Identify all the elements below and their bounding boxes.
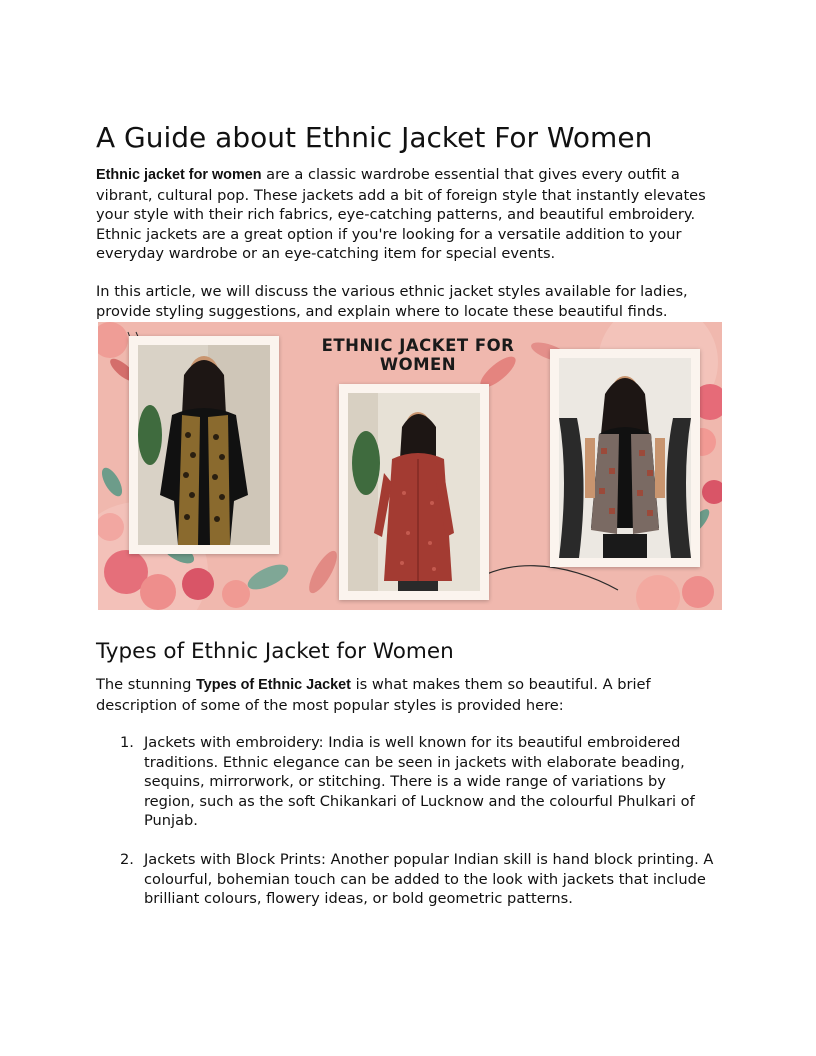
banner-title: ETHNIC JACKET FOR WOMEN xyxy=(321,336,515,374)
article-line-2: provide styling suggestions, and explain where to locate these beautiful finds. xyxy=(96,302,668,320)
intro-paragraph xyxy=(96,165,726,264)
intro-line-2: vibrant, cultural pop. These jackets add a bit of foreign style that instantly elevates xyxy=(96,186,706,204)
types-intro-line-1 xyxy=(96,675,726,696)
list-item-line: sequins, mirrorwork, or stitching. There is a wide range of variations by xyxy=(144,773,666,790)
model-in-grey-printed-waistcoat-illustration xyxy=(559,358,691,558)
article-intro-paragraph xyxy=(96,282,726,321)
article-line-1: In this article, we will discuss the various ethnic jacket styles available for ladies, xyxy=(96,283,688,300)
types-intro-bold: Types of Ethnic Jacket xyxy=(196,677,351,693)
product-photo-3 xyxy=(550,349,700,567)
types-intro-paragraph xyxy=(96,675,726,715)
intro-line-1-rest: are a classic wardrobe essential that gives every outfit a xyxy=(261,166,680,183)
intro-line-1 xyxy=(96,165,726,186)
model-in-black-printed-jacket-illustration xyxy=(138,345,270,545)
types-intro-lead: The stunning xyxy=(96,676,197,693)
model-in-red-long-jacket-illustration xyxy=(348,393,480,591)
section-heading: Types of Ethnic Jacket for Women xyxy=(96,639,454,664)
list-item xyxy=(96,733,736,831)
product-photo-2 xyxy=(339,384,489,600)
types-intro-line-2: description of some of the most popular styles is provided here: xyxy=(96,696,564,714)
list-item-line: region, such as the soft Chikankari of Lucknow and the colourful Phulkari of xyxy=(144,792,695,810)
list-item-line: brilliant colours, flowery ideas, or bold geometric patterns. xyxy=(144,890,573,907)
list-item-number: 2. xyxy=(120,851,134,868)
list-item-line: Punjab. xyxy=(144,812,198,829)
product-photo-1 xyxy=(129,336,279,554)
intro-bold-lead: Ethnic jacket for women xyxy=(96,167,262,183)
intro-line-4: Ethnic jackets are a great option if you're looking for a versatile addition to your xyxy=(96,225,682,243)
list-item-line: Jackets with embroidery: India is well known for its beautiful embroidered xyxy=(144,734,681,751)
list-item-line: traditions. Ethnic elegance can be seen in jackets with elaborate beading, xyxy=(144,753,685,771)
list-item xyxy=(96,850,736,909)
list-item-number: 1. xyxy=(120,734,134,751)
banner-image xyxy=(98,322,722,610)
intro-line-5: everyday wardrobe or an eye-catching item for special events. xyxy=(96,245,556,262)
types-intro-line-1-rest: is what makes them so beautiful. A brief xyxy=(350,676,651,693)
list-item-line: Jackets with Block Prints: Another popular Indian skill is hand block printing. A xyxy=(144,851,714,868)
intro-line-3: your style with their rich fabrics, eye-catching patterns, and beautiful embroidery. xyxy=(96,206,696,223)
page-title: A Guide about Ethnic Jacket For Women xyxy=(96,121,653,154)
jacket-types-list xyxy=(96,733,736,909)
list-item-line: colourful, bohemian touch can be added to the look with jackets that include xyxy=(144,870,706,888)
